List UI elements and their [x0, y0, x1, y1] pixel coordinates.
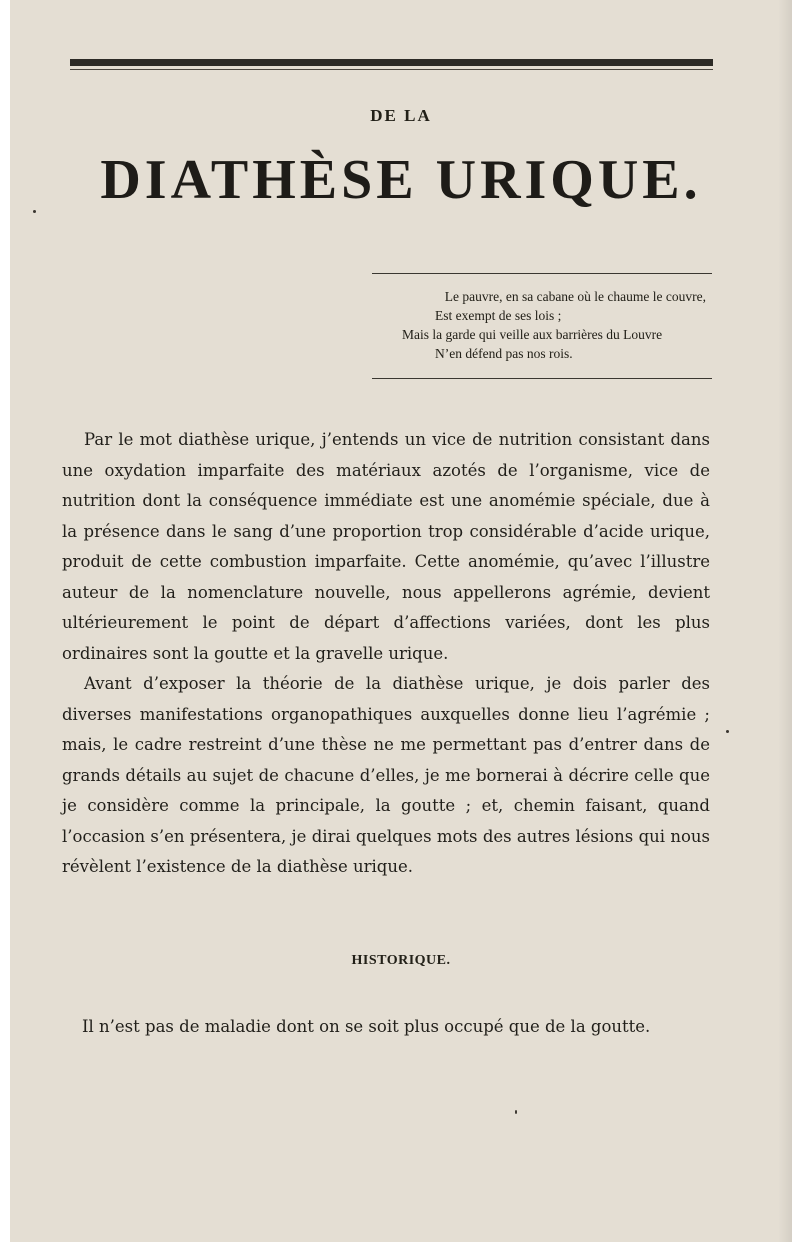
paragraph: Par le mot diathèse urique, j’entends un vice de nutrition consistant dans une oxydation imparfaite des matériaux azotés de l’organisme, vice de nutrition dont la conséquence immédiate est une anomémie spéciale, due à la présence dans le sang d’une proportion trop considérable d’acide urique, produit de cette combustion imparfaite. Cette anomémie, qu’avec l’illustre auteur de la nomenclature nouvelle, nous appellerons agrémie, devient ultérieurement le point de départ d’affections variées, dont les plus ordinaires sont la goutte et la gravelle urique.: [62, 430, 710, 663]
paper-speck: [33, 210, 36, 213]
header-thin-rule: [70, 69, 713, 70]
page-title: DIATHÈSE URIQUE.: [100, 149, 702, 211]
epigraph-line: Mais la garde qui veille aux barrières du Louvre: [402, 327, 663, 342]
epigraph-line: Le pauvre, en sa cabane où le chaume le couvre,: [444, 289, 706, 304]
header-ornament-rule: [70, 59, 713, 66]
epigraph-line: N’en défend pas nos rois.: [435, 346, 573, 361]
section-heading: HISTORIQUE.: [351, 953, 451, 968]
epigraph-top-rule: [372, 273, 712, 274]
section-first-line: Il n’est pas de maladie dont on se soit plus occupé que de la goutte.: [82, 1017, 651, 1036]
paper-speck: [515, 1110, 517, 1114]
epigraph-line: Est exempt de ses lois ;: [435, 308, 562, 323]
pre-title: DE LA: [370, 106, 432, 125]
epigraph: [372, 287, 712, 363]
book-page: [10, 0, 792, 1242]
paper-speck: [726, 730, 729, 733]
paragraph: Avant d’exposer la théorie de la diathèse urique, je dois parler des diverses manifestations organopathiques auxquelles donne lieu l’agrémie ; mais, le cadre restreint d’une thèse ne me permettant pas d’entrer dans de grands détails au sujet de chacune d’elles, je me bornerai à décrire celle que je considère comme la principale, la goutte ; et, chemin faisant, quand l’occasion s’en présentera, je dirai quelques mots des autres lésions qui nous révèlent l’existence de la diathèse urique.: [62, 674, 710, 876]
epigraph-bottom-rule: [372, 378, 712, 379]
body-text: [62, 425, 710, 883]
